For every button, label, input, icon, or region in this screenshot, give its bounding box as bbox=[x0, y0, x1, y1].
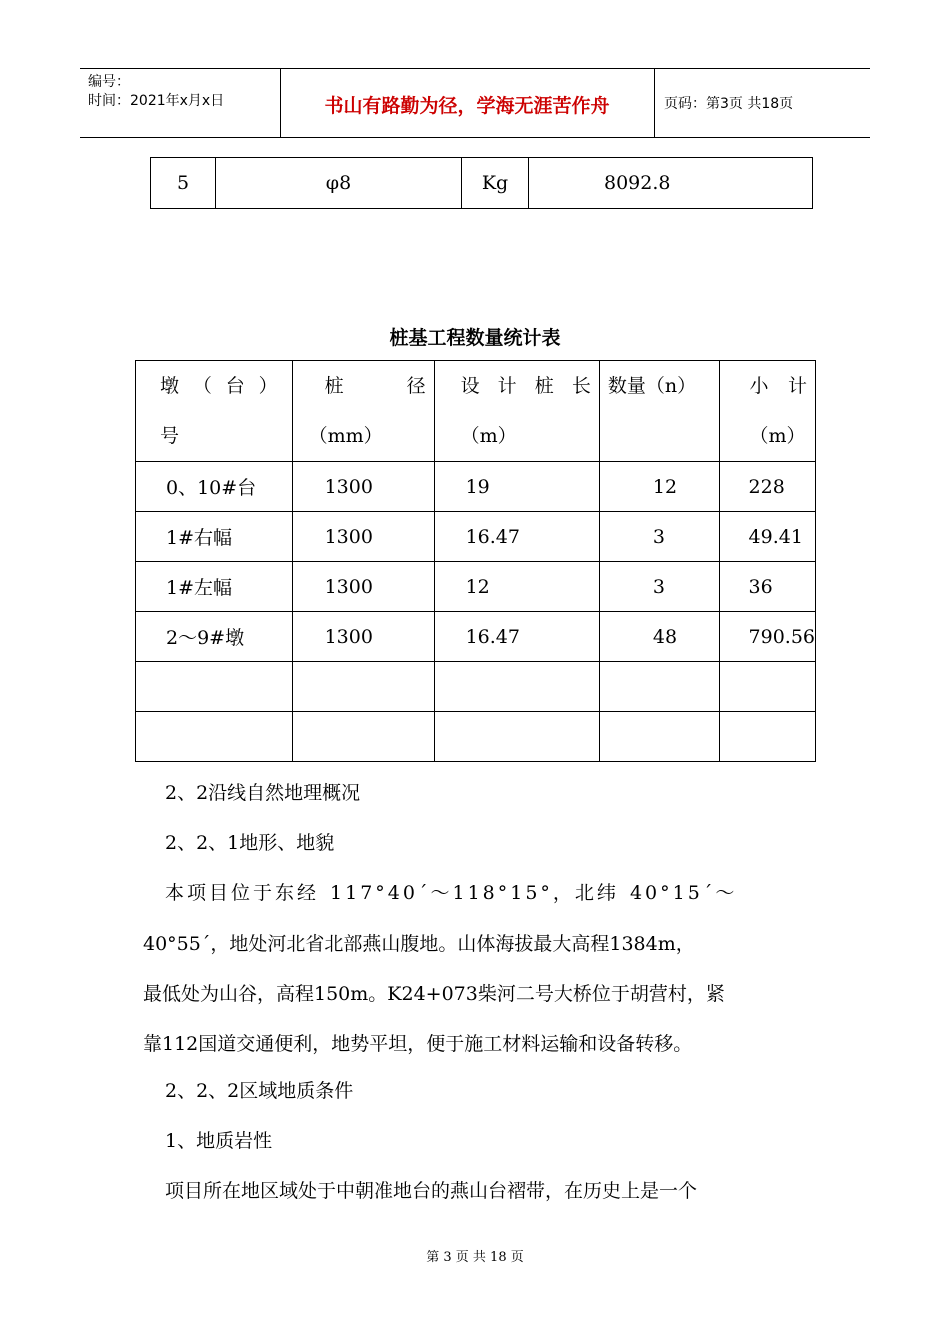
table-cell bbox=[434, 712, 599, 762]
header-line: 小 计 bbox=[749, 375, 807, 397]
header-line: 设 计 桩 长 bbox=[460, 375, 591, 397]
table-cell: 1300 bbox=[292, 562, 434, 612]
table-cell bbox=[292, 662, 434, 712]
paragraph-line: 40°55´，地处河北省北部燕山腹地。山体海拔最大高程1384m， bbox=[143, 933, 695, 955]
paragraph-line: 靠112国道交通便利，地势平坦，便于施工材料运输和设备转移。 bbox=[143, 1033, 693, 1055]
header-divider bbox=[654, 69, 655, 137]
table-cell: 16.47 bbox=[434, 612, 599, 662]
header-cell-length bbox=[434, 361, 599, 462]
section-heading: 2、2沿线自然地理概况 bbox=[165, 782, 361, 804]
table-cell bbox=[599, 712, 719, 762]
page-footer: 第 3 页 共 18 页 bbox=[426, 1250, 524, 1265]
table-cell bbox=[434, 662, 599, 712]
header-line: 墩 （ 台 ） bbox=[160, 375, 278, 397]
table-cell: 16.47 bbox=[434, 512, 599, 562]
table-cell bbox=[599, 662, 719, 712]
table-cell: 0、10#台 bbox=[136, 462, 293, 512]
table-cell: 3 bbox=[599, 512, 719, 562]
header-line: （m） bbox=[749, 425, 806, 447]
table-cell: Kg bbox=[462, 158, 529, 209]
table-row bbox=[136, 662, 816, 712]
list-heading: 1、地质岩性 bbox=[165, 1130, 273, 1152]
table-row bbox=[151, 158, 813, 209]
header-line: （mm） bbox=[308, 425, 383, 447]
table-cell bbox=[136, 662, 293, 712]
header-cell-pier bbox=[136, 361, 293, 462]
table-cell bbox=[292, 712, 434, 762]
header-line: 桩 径 bbox=[324, 375, 426, 397]
table-cell: 36 bbox=[719, 562, 815, 612]
table-cell: 1300 bbox=[292, 612, 434, 662]
table-cell: 228 bbox=[719, 462, 815, 512]
header-cell-diameter bbox=[292, 361, 434, 462]
table-cell bbox=[719, 662, 815, 712]
time-label: 时间：2021年x月x日 bbox=[88, 93, 225, 109]
table-row bbox=[136, 562, 816, 612]
table-cell: 3 bbox=[599, 562, 719, 612]
header-line: （m） bbox=[460, 425, 517, 447]
subsection-heading: 2、2、2区域地质条件 bbox=[165, 1080, 354, 1102]
paragraph-line: 项目所在地区域处于中朝准地台的燕山台褶带，在历史上是一个 bbox=[165, 1180, 698, 1202]
table-title: 桩基工程数量统计表 bbox=[389, 327, 561, 349]
header-line: 数量（n） bbox=[607, 375, 697, 397]
table-cell: 790.56 bbox=[719, 612, 815, 662]
table-cell bbox=[136, 712, 293, 762]
table-cell: 48 bbox=[599, 612, 719, 662]
page-header bbox=[80, 68, 870, 138]
table-cell: 1300 bbox=[292, 462, 434, 512]
table-cell: 2～9#墩 bbox=[136, 612, 293, 662]
pile-table bbox=[135, 360, 816, 762]
table-row bbox=[136, 612, 816, 662]
table-cell: 1#左幅 bbox=[136, 562, 293, 612]
table-cell: 1#右幅 bbox=[136, 512, 293, 562]
table-cell: 12 bbox=[434, 562, 599, 612]
table-cell: 1300 bbox=[292, 512, 434, 562]
table-row bbox=[136, 512, 816, 562]
number-label: 编号： bbox=[88, 74, 130, 90]
material-table bbox=[150, 157, 813, 209]
header-cell-subtotal bbox=[719, 361, 815, 462]
paragraph-line: 最低处为山谷，高程150m。K24+073柴河二号大桥位于胡营村，紧 bbox=[143, 983, 725, 1005]
header-meta bbox=[88, 73, 224, 111]
table-cell: 12 bbox=[599, 462, 719, 512]
header-page-info: 页码：第3页 共18页 bbox=[664, 96, 794, 112]
table-cell: 19 bbox=[434, 462, 599, 512]
table-row bbox=[136, 462, 816, 512]
header-line: 号 bbox=[160, 425, 180, 447]
table-header-row bbox=[136, 361, 816, 462]
table-cell: 49.41 bbox=[719, 512, 815, 562]
table-cell: 5 bbox=[151, 158, 216, 209]
table-row bbox=[136, 712, 816, 762]
header-cell-count bbox=[599, 361, 719, 462]
table-cell bbox=[719, 712, 815, 762]
paragraph-line: 本项目位于东经 117°40´～118°15°，北纬 40°15´～ bbox=[165, 882, 738, 904]
table-cell: φ8 bbox=[216, 158, 462, 209]
table-cell: 8092.8 bbox=[529, 158, 813, 209]
subsection-heading: 2、2、1地形、地貌 bbox=[165, 832, 335, 854]
header-motto: 书山有路勤为径，学海无涯苦作舟 bbox=[324, 95, 610, 117]
